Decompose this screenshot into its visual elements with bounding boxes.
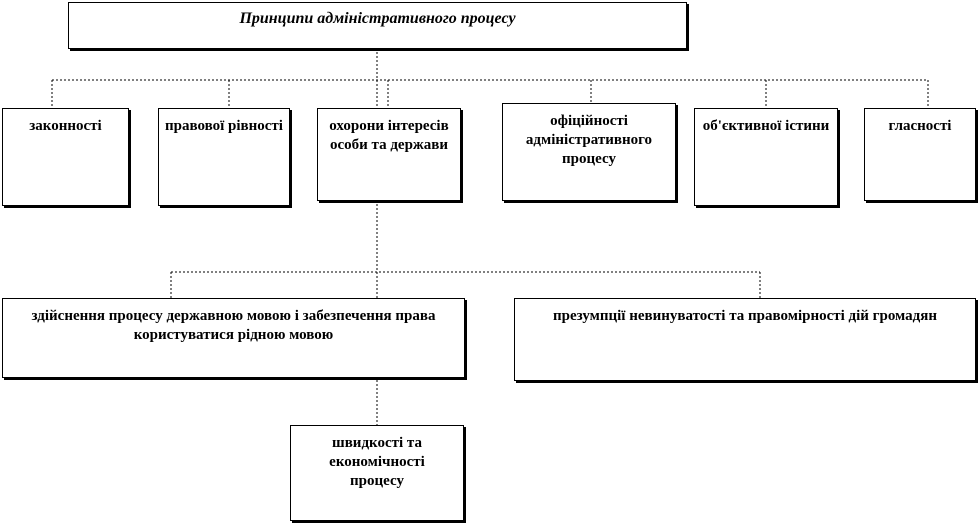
principle-box-objective-truth — [694, 108, 838, 206]
principle-box-protection-of-interests — [317, 108, 461, 201]
principle-box-speed-and-economy — [290, 425, 464, 521]
diagram-title: Принципи адміністративного процесу — [239, 10, 516, 27]
principle-label: об'єктивної істини — [702, 118, 830, 134]
principle-box-publicity — [864, 108, 976, 201]
principle-label: швидкості та економічності процесу — [329, 435, 425, 489]
principle-label: гласності — [888, 118, 952, 134]
principle-box-presumption-of-innocence — [514, 298, 976, 381]
principle-box-state-language — [2, 298, 465, 378]
title-box — [68, 2, 687, 49]
principle-label: здійснення процесу державною мовою і забезпечення права користуватися рідною мовою — [31, 308, 436, 343]
principle-label: офіційності адміністративного процесу — [525, 113, 653, 167]
principle-box-legality — [2, 108, 129, 206]
principle-label: охорони інтересів особи та держави — [329, 118, 449, 153]
principle-box-officiality — [502, 103, 676, 201]
principle-label: презумпції невинуватості та правомірності дій громадян — [552, 308, 938, 324]
principle-label: законності — [29, 118, 102, 134]
principle-box-legal-equality — [158, 108, 290, 206]
principle-label: правової рівності — [165, 118, 283, 134]
